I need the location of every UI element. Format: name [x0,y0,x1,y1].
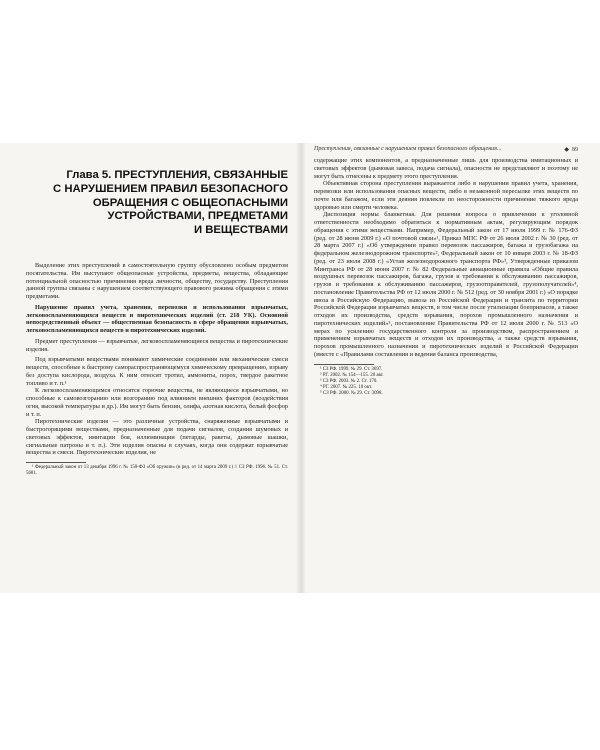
paragraph: Предмет преступления — взрывчатые, легковоспламеняющиеся вещества и пиротехнические изделия. [26,337,288,353]
running-head-title: Преступления, связанные с нарушением правил безопасного обращения... [314,146,502,152]
right-page-body [314,157,578,397]
book-spread [0,143,600,593]
chapter-title-line: Глава 5. ПРЕСТУПЛЕНИЯ, СВЯЗАННЫЕ [66,169,288,181]
footnote: ⁵ СЗ РФ. 2000. № 29. Ст. 3098. [320,390,383,396]
paragraph: Нарушение правил учета, хранения, перевозки и использования взрывчатых, легковоспламеняющихся веществ и пиротехнических изделий (ст. 218 УК). Основной непосредственный объект — общественная безопасность в сфере обращения взрывчатых, легковоспламеняющихся веществ и пиротехнических изделий. [26,303,288,334]
right-page [302,143,600,593]
paragraph: Пиротехнические изделия — это различные устройства, снаряженные взрывчатыми и быстрогорящими веществами, предназначенные для подачи сигналов, создания шумовых и световых эффектов, имитации боя, иллюминации (петарды, ракеты, дымовые шашки, сигнальные патроны и т. п.). Эти изделия опасны в случаях, когда они содержат взрывчатые вещества и смеси. Пиротехнические изделия, не [26,418,288,457]
left-page-body [26,262,288,477]
page-number: 89 [572,147,578,153]
footnote-separator [26,462,86,463]
paragraph: Диспозиция нормы бланкетная. Для решения вопроса о привлечении к уголовной ответственности необходимо обратиться к нормативным актам, регулирующим порядок обращения с этими веществами. Например, Федеральный закон от 17 июля 1999 г. № 176-ФЗ (ред. от 28 июня 2009 г.) «О почтовой связи»¹, Приказ МПС РФ от 26 июля 2002 г. № 30 (ред. от 28 марта 2007 г.) «Об утверждении правил перевозок пассажиров, багажа и грузобагажа на федеральном железнодорожном транспорте»², Федеральный закон от 10 января 2003 г. № 18-ФЗ (ред. от 23 июля 2008 г.) «Устав железнодорожного транспорта РФ»³, Утвержденные приказом Минтранса РФ от 28 июня 2007 г. № 82 Федеральные авиационные правила «Общие правила воздушных перевозок пассажиров, багажа, грузов и требования к обслуживанию пассажиров, грузов и требования к обслуживанию пассажиров, грузоотправителей, грузополучателей»⁴, постановление Правительства РФ от 12 июля 2000 г. № 512 (ред. от 30 ноября 2001 г.) «О порядке ввоза в Российскую Федерацию, вывоза из Российской Федерации и транзита по территории Российской Федерации взрывчатых веществ, в том числе после утилизации боеприпасов, а также отходов их производства, средств взрывания, порохов промышленного назначения и пиротехнических изделий»⁵, постановление Правительства РФ от 12 июля 2000 г. № 513 «О мерах по усилению государственного контроля за производством, распространением и применением взрывчатых веществ и отходов их производства, а также средств взрывания, порохов промышленного назначения и пиротехнических изделий в Российской Федерации (вместе с «Правилами составления и ведения баланса производства, [314,211,578,358]
footnote: ³ СЗ РФ. 2003. № 2. Ст. 170. [320,378,378,384]
paragraph: содержащие этих компонентов, а предназначенные лишь для производства имитационных и световых эффектов (дымовая завеса, подача сигнала), опасности не представляют и поэтому не могут быть отнесены к предмету этого преступления. [314,157,578,180]
footnote: ¹ СЗ РФ. 1999. № 29. Ст. 3697. [320,366,383,372]
footnote-separator [314,364,374,365]
chapter-title-line: С НАРУШЕНИЕМ ПРАВИЛ БЕЗОПАСНОГО [53,182,288,195]
footnote: ⁴ РГ. 2007. № 225. 10 окт. [320,384,373,390]
chapter-title-line: И ВЕЩЕСТВАМИ [193,224,288,237]
page-number-block [564,146,578,153]
paragraph: Объективная сторона преступления выражается либо в нарушении правил учета, хранения, перевозки или использования опасных веществ, либо в незаконной пересылке этих веществ по почте или багажом, если эти деяния повлекли по неосторожности причинение тяжкого вреда здоровью или смерти человека. [314,180,578,211]
paragraph: Под взрывчатыми веществами понимают химические соединения или механические смеси веществ, способные к быстрому самораспространяющемуся химическому превращению, взрыву без доступа кислорода, воздуха. К ним относят тротил, аммониты, порох, твердое ракетное топливо и т. п.¹ [26,356,288,387]
footnote: ² РГ. 2002. № 154—155. 20 авг. [320,372,384,378]
chapter-title-line: ОБРАЩЕНИЯ С ОБЩЕОПАСНЫМИ [92,196,288,209]
chapter-title [26,169,288,238]
footnote: ¹ Федеральный закон от 13 декабря 1996 г. № 150-ФЗ «Об оружии» (в ред. от 14 марта 2009 г.) // СЗ РФ. 1996. № 51. Ст. 5681. [26,465,288,476]
paragraph: К легковоспламеняющимся относятся горючие вещества, не являющиеся взрывчатыми, но способные к самовозгоранию или возгоранию под влиянием внешних факторов (воздействия огня, высокой температуры и др.). Им могут быть бензин, олифа, азотная кислота, белый фосфор и т. п. [26,387,288,418]
paragraph: Выделение этих преступлений в самостоятельную группу обусловлено особым предметом посягательства. Им выступают общеопасные устройства, предметы, вещества, обладающие потенциальной опасностью причинения вреда личности, обществу, государству. Преступления данной группы связаны с нарушением соответствующего правового режима обращения с этими предметами. [26,262,288,300]
left-page [0,143,298,593]
running-head [314,146,578,155]
chapter-title-line: УСТРОЙСТВАМИ, ПРЕДМЕТАМИ [107,210,288,223]
diamond-icon: ◆ [564,147,569,153]
